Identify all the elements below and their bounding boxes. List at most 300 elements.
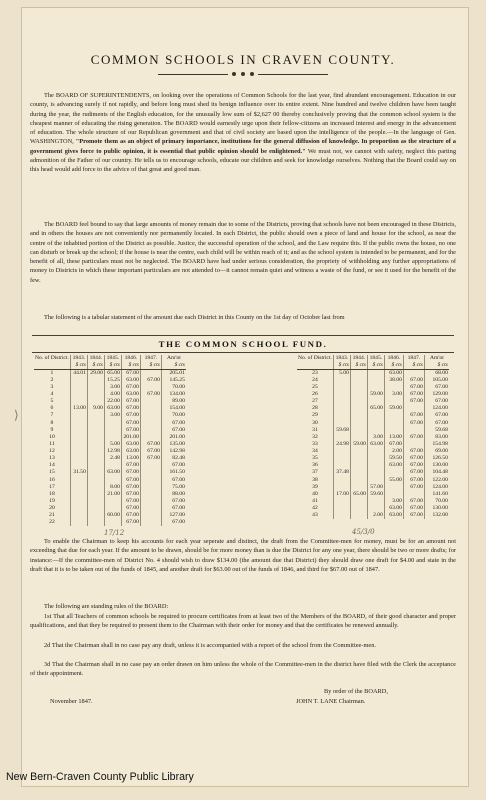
year-cell: 67.00 bbox=[403, 420, 424, 427]
table-unit-cell: $ cts bbox=[140, 362, 161, 370]
district-number: 21 bbox=[34, 512, 70, 519]
year-cell bbox=[350, 498, 367, 505]
table-unit-cell: $ cts bbox=[104, 362, 121, 370]
year-cell bbox=[367, 412, 384, 419]
year-cell bbox=[70, 377, 87, 384]
year-cell: 67.00 bbox=[403, 462, 424, 469]
handwritten-note-left: 17/12 bbox=[104, 529, 125, 537]
year-cell: 63.00 bbox=[384, 505, 403, 512]
year-cell: 59.60 bbox=[367, 491, 384, 498]
year-cell bbox=[87, 427, 104, 434]
amount-cell: 82.48 bbox=[172, 455, 185, 462]
year-cell bbox=[140, 369, 161, 377]
year-cell bbox=[87, 398, 104, 405]
year-cell: 17.00 bbox=[333, 491, 350, 498]
year-cell bbox=[403, 427, 424, 434]
year-cell: 67.00 bbox=[403, 377, 424, 384]
table-header-cell: 1844. bbox=[87, 355, 104, 362]
rule-2: 2d That the Chairman shall in no case pay any draft, unless it is accompanied with a report of the school from the Committee-men. bbox=[44, 642, 376, 649]
year-cell bbox=[140, 505, 161, 512]
year-cell bbox=[333, 398, 350, 405]
table-row bbox=[34, 477, 186, 484]
table-units-row bbox=[34, 362, 186, 370]
year-cell bbox=[333, 391, 350, 398]
table-header-cell: Am'nt bbox=[430, 355, 444, 361]
year-cell bbox=[333, 477, 350, 484]
year-cell bbox=[87, 455, 104, 462]
table-row bbox=[34, 448, 186, 455]
year-cell: 63.00 bbox=[104, 405, 121, 412]
year-cell: 63.00 bbox=[121, 377, 140, 384]
year-cell bbox=[70, 512, 87, 519]
year-cell: 37.48 bbox=[333, 469, 350, 476]
year-cell bbox=[333, 405, 350, 412]
year-cell bbox=[350, 462, 367, 469]
amount-cell: 105.00 bbox=[432, 376, 448, 383]
year-cell bbox=[87, 391, 104, 398]
year-cell: 63.00 bbox=[121, 441, 140, 448]
year-cell bbox=[350, 448, 367, 455]
table-row bbox=[297, 377, 449, 384]
year-cell: 59.68 bbox=[333, 427, 350, 434]
year-cell bbox=[140, 420, 161, 427]
year-cell: 8.00 bbox=[104, 484, 121, 491]
year-cell bbox=[367, 448, 384, 455]
table-row bbox=[297, 412, 449, 419]
district-number: 13 bbox=[34, 455, 70, 462]
table-row bbox=[297, 477, 449, 484]
year-cell: 13.00 bbox=[121, 455, 140, 462]
year-cell: 67.00 bbox=[140, 448, 161, 455]
district-number: 42 bbox=[297, 505, 333, 512]
year-cell bbox=[104, 505, 121, 512]
year-cell bbox=[350, 455, 367, 462]
year-cell bbox=[350, 469, 367, 476]
year-cell bbox=[87, 469, 104, 476]
handwritten-note-right: 45/3/0 bbox=[352, 528, 375, 536]
year-cell bbox=[333, 420, 350, 427]
year-cell bbox=[70, 391, 87, 398]
table-header-cell: 1846. bbox=[384, 355, 403, 362]
district-paragraph: The BOARD feel bound to say that large amounts of money remain due to some of the Districts, proving that schools have not been encouraged in these Districts, and in others the houses are not conveniently nor permanently located. In each District, the public should own a piece of land and house for the school, as near the centre of the inhabited portion of the District as possible. Justice, the successful operation of the school, and the Law require this. If the public owns the house, no one can disturb or break up the school; if the house is near the centre, each child will be within reach of it; and as the school system is intended to be permanent, and for the benefit of all, these particulars must not be neglected. The BOARD have had under serious consideration, the propriety of withholding any further appropriations of money to Districts in which these important particulars are not attended to—it cannot remain quiet and witness a waste of the fund, or see it used for the benefit of the few. bbox=[30, 221, 456, 284]
year-cell: 67.00 bbox=[121, 427, 140, 434]
year-cell bbox=[87, 484, 104, 491]
table-header-cell: No. of District. bbox=[35, 355, 69, 361]
table-row bbox=[297, 455, 449, 462]
year-cell: 3.00 bbox=[104, 384, 121, 391]
table-row bbox=[297, 384, 449, 391]
year-cell bbox=[350, 484, 367, 491]
table-row bbox=[297, 491, 449, 498]
table-header-cell: 1845. bbox=[104, 355, 121, 362]
year-cell bbox=[367, 369, 384, 377]
margin-mark: ⟩ bbox=[14, 408, 19, 422]
signature-line: By order of the BOARD, bbox=[324, 688, 388, 695]
amount-cell: 161.50 bbox=[169, 469, 185, 476]
year-cell bbox=[367, 469, 384, 476]
rules-intro: The following are standing rules of the BOARD: bbox=[44, 603, 169, 610]
rule-3: 3d That the Chairman shall in no case pay an order drawn on him unless the whole of the Committee-men in the district have filed with the Clerk the acceptance of their appointment. bbox=[30, 661, 456, 678]
table-row bbox=[297, 448, 449, 455]
amount-cell: 59.68 bbox=[435, 426, 448, 433]
year-cell bbox=[70, 505, 87, 512]
signer-name: JOHN T. LANE Chairman. bbox=[296, 698, 366, 705]
district-number: 26 bbox=[297, 391, 333, 398]
year-cell: 67.00 bbox=[121, 384, 140, 391]
year-cell bbox=[140, 427, 161, 434]
table-row bbox=[34, 491, 186, 498]
table-unit-cell: $ cts bbox=[333, 362, 350, 370]
year-cell bbox=[87, 505, 104, 512]
district-number: 41 bbox=[297, 498, 333, 505]
table-unit-cell: $ cts bbox=[87, 362, 104, 370]
table-row bbox=[297, 405, 449, 412]
year-cell: 63.00 bbox=[384, 369, 403, 377]
year-cell bbox=[140, 498, 161, 505]
year-cell bbox=[87, 477, 104, 484]
amount-cell: 154.00 bbox=[169, 405, 185, 412]
year-cell bbox=[384, 484, 403, 491]
year-cell bbox=[140, 434, 161, 441]
amount-cell: 135.00 bbox=[169, 440, 185, 447]
year-cell: 67.00 bbox=[403, 498, 424, 505]
year-cell: 67.00 bbox=[121, 405, 140, 412]
year-cell bbox=[140, 484, 161, 491]
table-header-cell: No. of District. bbox=[298, 355, 332, 361]
year-cell: 67.00 bbox=[121, 491, 140, 498]
table-row bbox=[297, 420, 449, 427]
year-cell: 67.00 bbox=[121, 519, 140, 526]
district-number: 16 bbox=[34, 477, 70, 484]
year-cell bbox=[350, 477, 367, 484]
district-number: 40 bbox=[297, 491, 333, 498]
library-credit: New Bern-Craven County Public Library bbox=[6, 771, 194, 783]
year-cell: 63.00 bbox=[121, 391, 140, 398]
district-number: 29 bbox=[297, 412, 333, 419]
year-cell bbox=[333, 512, 350, 519]
table-row bbox=[297, 469, 449, 476]
amount-cell: 75.00 bbox=[172, 483, 185, 490]
year-cell bbox=[384, 398, 403, 405]
year-cell: 2.00 bbox=[367, 512, 384, 519]
amount-cell: 130.00 bbox=[432, 462, 448, 469]
washington-quote: "Promote them as an object of primary importance, institutions for the general diffusion of knowledge. In proportion as the structure of a government gives force to public opinion, it is essential that public opinion should be enlightened." bbox=[30, 138, 456, 155]
table-row bbox=[34, 398, 186, 405]
year-cell: 63.00 bbox=[104, 469, 121, 476]
amount-cell: 67.00 bbox=[172, 462, 185, 469]
table-row bbox=[34, 405, 186, 412]
table-unit-cell bbox=[34, 362, 70, 370]
district-number: 15 bbox=[34, 469, 70, 476]
table-row bbox=[297, 498, 449, 505]
table-row bbox=[34, 469, 186, 476]
year-cell bbox=[333, 434, 350, 441]
year-cell: 67.00 bbox=[140, 455, 161, 462]
year-cell bbox=[70, 519, 87, 526]
year-cell: 67.00 bbox=[403, 434, 424, 441]
year-cell bbox=[333, 455, 350, 462]
year-cell: 21.00 bbox=[104, 491, 121, 498]
amount-cell: 67.00 bbox=[172, 519, 185, 526]
year-cell bbox=[140, 462, 161, 469]
table-top-rule bbox=[32, 335, 454, 336]
amount-cell: 67.00 bbox=[172, 476, 185, 483]
amount-cell: 70.00 bbox=[172, 412, 185, 419]
table-row bbox=[34, 391, 186, 398]
year-cell: 63.00 bbox=[367, 441, 384, 448]
year-cell: 3.00 bbox=[384, 391, 403, 398]
year-cell: 67.00 bbox=[121, 498, 140, 505]
year-cell bbox=[140, 512, 161, 519]
year-cell bbox=[350, 369, 367, 377]
year-cell: 67.00 bbox=[121, 398, 140, 405]
year-cell: 5.00 bbox=[104, 441, 121, 448]
district-number: 33 bbox=[297, 441, 333, 448]
table-row bbox=[297, 398, 449, 405]
district-number: 14 bbox=[34, 462, 70, 469]
year-cell bbox=[333, 448, 350, 455]
year-cell: 67.00 bbox=[121, 412, 140, 419]
year-cell bbox=[70, 448, 87, 455]
amount-cell: 104.48 bbox=[432, 469, 448, 476]
year-cell bbox=[104, 477, 121, 484]
year-cell: 3.00 bbox=[367, 434, 384, 441]
year-cell bbox=[367, 477, 384, 484]
table-title-rule bbox=[32, 352, 454, 353]
table-row bbox=[297, 427, 449, 434]
year-cell bbox=[140, 469, 161, 476]
year-cell bbox=[384, 420, 403, 427]
table-header-cell: 1847. bbox=[403, 355, 424, 362]
year-cell: 13.00 bbox=[384, 434, 403, 441]
year-cell: 67.00 bbox=[121, 477, 140, 484]
year-cell: 13.00 bbox=[70, 405, 87, 412]
table-row bbox=[34, 420, 186, 427]
year-cell: 65.00 bbox=[104, 369, 121, 377]
year-cell: 67.00 bbox=[403, 455, 424, 462]
document-title: COMMON SCHOOLS IN CRAVEN COUNTY. bbox=[90, 52, 396, 67]
table-row bbox=[34, 498, 186, 505]
year-cell: 2.48 bbox=[104, 455, 121, 462]
year-cell bbox=[350, 398, 367, 405]
table-row bbox=[297, 441, 449, 448]
table-header-cell: 1845. bbox=[367, 355, 384, 362]
table-header-cell: 1843. bbox=[333, 355, 350, 362]
year-cell: 67.00 bbox=[403, 505, 424, 512]
year-cell: 63.00 bbox=[384, 462, 403, 469]
district-number: 1 bbox=[34, 369, 70, 377]
year-cell: 63.00 bbox=[384, 512, 403, 519]
table-row bbox=[34, 441, 186, 448]
year-cell bbox=[384, 412, 403, 419]
table-header-cell: 1847. bbox=[140, 355, 161, 362]
year-cell bbox=[350, 427, 367, 434]
year-cell: 2.00 bbox=[384, 448, 403, 455]
year-cell bbox=[104, 462, 121, 469]
amount-cell: 67.00 bbox=[172, 497, 185, 504]
amount-cell: 69.00 bbox=[435, 448, 448, 454]
district-number: 17 bbox=[34, 484, 70, 491]
year-cell: 67.00 bbox=[121, 369, 140, 377]
year-cell bbox=[87, 384, 104, 391]
year-cell: 59.00 bbox=[384, 405, 403, 412]
district-number: 24 bbox=[297, 377, 333, 384]
amount-cell: 141.60 bbox=[432, 490, 448, 497]
amount-cell: 124.00 bbox=[432, 483, 448, 490]
table-unit-cell: $ cts bbox=[403, 362, 424, 370]
amount-cell: 88.00 bbox=[172, 490, 185, 497]
year-cell: 67.00 bbox=[403, 484, 424, 491]
table-row bbox=[34, 377, 186, 384]
year-cell bbox=[403, 491, 424, 498]
amount-cell: 122.00 bbox=[432, 476, 448, 483]
year-cell: 67.00 bbox=[403, 477, 424, 484]
fund-table-left bbox=[34, 355, 186, 526]
amount-cell: 67.00 bbox=[435, 412, 448, 419]
district-number: 7 bbox=[34, 412, 70, 419]
district-number: 9 bbox=[34, 427, 70, 434]
table-row bbox=[297, 391, 449, 398]
table-row bbox=[34, 484, 186, 491]
year-cell bbox=[367, 398, 384, 405]
amount-cell: 70.00 bbox=[435, 497, 448, 504]
year-cell: 67.00 bbox=[121, 469, 140, 476]
year-cell: 5.00 bbox=[333, 369, 350, 377]
district-number: 8 bbox=[34, 420, 70, 427]
amount-cell: 126.50 bbox=[432, 455, 448, 462]
table-intro-paragraph: The following is a tabular statement of the amount due each District in this County on the 1st day of October last from bbox=[44, 314, 345, 321]
table-row bbox=[34, 455, 186, 462]
year-cell bbox=[350, 377, 367, 384]
district-number: 5 bbox=[34, 398, 70, 405]
year-cell bbox=[87, 498, 104, 505]
year-cell bbox=[350, 505, 367, 512]
year-cell bbox=[70, 484, 87, 491]
district-number: 19 bbox=[34, 498, 70, 505]
year-cell bbox=[333, 505, 350, 512]
amount-cell: 205.01 bbox=[169, 369, 185, 376]
district-number: 10 bbox=[34, 434, 70, 441]
district-number: 3 bbox=[34, 384, 70, 391]
district-number: 12 bbox=[34, 448, 70, 455]
year-cell: 59.00 bbox=[350, 441, 367, 448]
table-unit-cell: $ cts bbox=[70, 362, 87, 370]
year-cell bbox=[87, 512, 104, 519]
document-date: November 1847. bbox=[50, 698, 93, 705]
year-cell: 67.00 bbox=[121, 462, 140, 469]
district-number: 43 bbox=[297, 512, 333, 519]
year-cell bbox=[403, 441, 424, 448]
year-cell: 12.98 bbox=[104, 448, 121, 455]
year-cell bbox=[140, 412, 161, 419]
year-cell bbox=[367, 462, 384, 469]
year-cell bbox=[104, 420, 121, 427]
year-cell bbox=[367, 384, 384, 391]
year-cell bbox=[367, 377, 384, 384]
amount-cell: 70.00 bbox=[172, 383, 185, 390]
year-cell bbox=[140, 477, 161, 484]
amount-cell: 67.00 bbox=[172, 505, 185, 511]
year-cell bbox=[70, 462, 87, 469]
table-row bbox=[297, 505, 449, 512]
table-header-cell: 1843. bbox=[70, 355, 87, 362]
year-cell bbox=[70, 455, 87, 462]
amount-cell: 89.00 bbox=[172, 398, 185, 405]
year-cell bbox=[87, 441, 104, 448]
year-cell: 67.00 bbox=[403, 469, 424, 476]
year-cell bbox=[333, 377, 350, 384]
year-cell bbox=[70, 441, 87, 448]
year-cell bbox=[87, 434, 104, 441]
district-number: 39 bbox=[297, 484, 333, 491]
table-unit-cell: $ cts bbox=[350, 362, 367, 370]
district-number: 27 bbox=[297, 398, 333, 405]
district-number: 23 bbox=[297, 369, 333, 377]
table-unit-cell: $ cts bbox=[367, 362, 384, 370]
table-row bbox=[297, 369, 449, 377]
district-number: 38 bbox=[297, 477, 333, 484]
year-cell bbox=[140, 519, 161, 526]
year-cell bbox=[384, 384, 403, 391]
amount-cell: 154.98 bbox=[432, 440, 448, 447]
amount-cell: 67.00 bbox=[435, 398, 448, 405]
year-cell bbox=[87, 462, 104, 469]
year-cell: 67.00 bbox=[403, 391, 424, 398]
year-cell bbox=[87, 420, 104, 427]
year-cell: 59.50 bbox=[384, 455, 403, 462]
year-cell bbox=[367, 420, 384, 427]
year-cell: 67.00 bbox=[140, 377, 161, 384]
year-cell bbox=[87, 519, 104, 526]
year-cell: 65.00 bbox=[367, 405, 384, 412]
year-cell bbox=[70, 384, 87, 391]
table-row bbox=[297, 462, 449, 469]
table-row bbox=[297, 434, 449, 441]
year-cell: 38.00 bbox=[384, 377, 403, 384]
amount-cell: 67.00 bbox=[172, 419, 185, 426]
year-cell bbox=[70, 477, 87, 484]
table-header-cell: Am'nt bbox=[167, 355, 181, 361]
table-row bbox=[34, 512, 186, 519]
year-cell: 67.00 bbox=[403, 398, 424, 405]
year-cell bbox=[333, 412, 350, 419]
year-cell: 65.00 bbox=[350, 491, 367, 498]
table-unit-cell bbox=[297, 362, 333, 370]
district-number: 25 bbox=[297, 384, 333, 391]
year-cell bbox=[70, 398, 87, 405]
year-cell bbox=[87, 491, 104, 498]
district-number: 2 bbox=[34, 377, 70, 384]
table-header-cell: 1844. bbox=[350, 355, 367, 362]
amount-cell: 67.00 bbox=[172, 426, 185, 433]
year-cell bbox=[333, 498, 350, 505]
year-cell bbox=[333, 384, 350, 391]
year-cell: 67.00 bbox=[121, 420, 140, 427]
year-cell bbox=[384, 469, 403, 476]
year-cell bbox=[333, 462, 350, 469]
district-number: 22 bbox=[34, 519, 70, 526]
amount-cell: 124.00 bbox=[432, 405, 448, 412]
amount-cell: 68.00 bbox=[435, 369, 448, 376]
district-number: 30 bbox=[297, 420, 333, 427]
table-row bbox=[34, 427, 186, 434]
table-row bbox=[34, 434, 186, 441]
district-number: 6 bbox=[34, 405, 70, 412]
year-cell bbox=[104, 434, 121, 441]
year-cell bbox=[70, 498, 87, 505]
amount-cell: 83.00 bbox=[435, 433, 448, 440]
district-number: 20 bbox=[34, 505, 70, 512]
